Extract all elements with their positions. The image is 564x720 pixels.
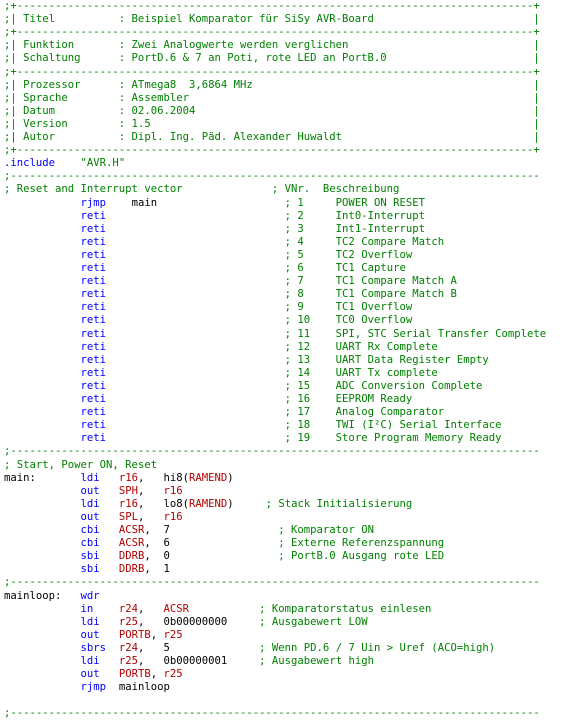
code-keyword: out <box>80 484 100 497</box>
code-keyword: sbi <box>80 563 100 576</box>
code-operand: DDRB <box>118 563 145 576</box>
code-keyword: reti <box>80 288 107 301</box>
code-operand: r25 <box>118 615 138 628</box>
code-text <box>4 380 81 392</box>
code-operand: ACSR <box>118 524 145 536</box>
code-text <box>106 367 285 379</box>
code-text <box>4 524 81 536</box>
code-text <box>4 236 81 248</box>
code-comment: ; Stack Initialisierung <box>265 497 413 510</box>
code-text <box>4 668 81 680</box>
code-comment: ;| Sprache : Assembler | <box>4 91 540 104</box>
code-text <box>100 537 119 549</box>
code-comment: ; 11 SPI, STC Serial Transfer Complete <box>284 327 547 340</box>
code-text <box>106 432 285 444</box>
code-text: ) <box>227 497 266 510</box>
code-keyword: cbi <box>80 537 100 550</box>
code-comment: ; 18 TWI (I²C) Serial Interface <box>284 419 502 432</box>
code-text <box>100 655 119 667</box>
code-keyword: out <box>80 668 100 681</box>
code-text <box>100 485 119 497</box>
code-operand: PORTB <box>118 668 151 681</box>
code-text: , 1 <box>144 563 170 576</box>
code-text: , <box>137 484 164 497</box>
code-text: mainloop <box>106 681 170 694</box>
code-text <box>4 537 81 549</box>
code-comment: ; 15 ADC Conversion Complete <box>284 379 483 392</box>
code-comment: ; Start, Power ON, Reset <box>4 458 158 471</box>
code-text <box>4 262 81 274</box>
code-text: , <box>150 668 164 681</box>
code-comment: ; 16 EEPROM Ready <box>284 393 413 405</box>
code-keyword: reti <box>80 314 107 327</box>
code-text <box>106 249 285 261</box>
code-text <box>4 367 81 379</box>
code-line <box>4 52 540 65</box>
code-comment: ; 19 Store Program Memory Ready <box>284 432 502 445</box>
code-line <box>4 105 540 118</box>
code-keyword: rjmp <box>80 196 107 209</box>
code-comment: ;+---------------------------------------------------------------------------------+ <box>4 65 540 78</box>
code-line <box>4 262 406 275</box>
code-text <box>4 419 81 431</box>
code-text: main <box>106 196 285 209</box>
code-comment: ; Ausgabewert LOW <box>259 615 368 628</box>
code-line <box>4 328 546 341</box>
code-text <box>100 498 119 510</box>
code-line <box>4 537 444 550</box>
code-line <box>4 288 457 301</box>
code-keyword: sbrs <box>80 641 107 654</box>
code-text <box>106 275 285 287</box>
code-comment: ;----------------------------------------------------------------------------------- <box>4 170 540 183</box>
code-comment: ; 13 UART Data Register Empty <box>284 353 489 366</box>
code-line <box>4 314 412 327</box>
code-text: , 6 <box>144 537 279 550</box>
code-text <box>106 301 285 313</box>
code-keyword: reti <box>80 327 107 340</box>
code-keyword: reti <box>80 301 107 314</box>
code-text <box>4 354 81 366</box>
code-text <box>4 603 81 615</box>
code-text: mainloop: <box>4 589 81 602</box>
code-line <box>4 432 502 445</box>
code-comment: ; Ausgabewert high <box>259 655 374 667</box>
code-operand: SPL <box>118 510 138 523</box>
code-text <box>4 629 81 641</box>
code-line <box>4 668 183 681</box>
code-operand: RAMEND <box>189 497 228 510</box>
code-keyword: ldi <box>80 655 100 667</box>
code-comment: ; 1 POWER ON RESET <box>284 196 425 209</box>
code-keyword: wdr <box>80 589 100 602</box>
code-line <box>4 249 412 262</box>
code-line <box>4 393 412 406</box>
code-text <box>100 563 119 575</box>
code-text <box>100 668 119 680</box>
code-line <box>4 419 502 432</box>
code-text <box>100 511 119 523</box>
code-text <box>4 681 81 693</box>
code-text <box>4 328 81 340</box>
code-line <box>4 236 444 249</box>
code-text: , 5 <box>137 641 260 654</box>
code-keyword: reti <box>80 275 107 288</box>
code-text <box>4 432 81 444</box>
code-keyword: reti <box>80 419 107 432</box>
code-text <box>106 328 285 340</box>
code-operand: r24 <box>118 602 138 615</box>
code-text: , lo8( <box>137 497 189 510</box>
code-text <box>106 288 285 300</box>
code-text: main: <box>4 471 81 484</box>
code-text <box>106 314 285 326</box>
code-keyword: reti <box>80 209 107 222</box>
code-line <box>4 341 438 354</box>
code-keyword: .include <box>4 157 56 170</box>
code-comment: ; 3 Int1-Interrupt <box>284 222 425 235</box>
code-operand: r25 <box>163 668 183 681</box>
code-operand: r16 <box>118 471 138 484</box>
code-line <box>4 197 425 210</box>
code-operand: RAMEND <box>189 471 228 484</box>
code-keyword: reti <box>80 406 107 419</box>
code-line <box>4 354 489 367</box>
code-text <box>4 301 81 313</box>
code-line <box>4 511 183 524</box>
code-text <box>4 616 81 628</box>
code-comment: ; 7 TC1 Compare Match A <box>284 275 457 288</box>
code-text <box>4 210 81 222</box>
code-comment: ;+---------------------------------------------------------------------------------+ <box>4 0 540 12</box>
code-line <box>4 157 125 170</box>
code-line <box>4 26 540 39</box>
code-operand: r16 <box>163 510 183 523</box>
code-comment: ;| Prozessor : ATmega8 3,6864 MHz | <box>4 78 540 91</box>
code-keyword: reti <box>80 340 107 353</box>
code-text <box>93 603 119 615</box>
code-text: , 0b00000000 <box>137 615 260 628</box>
code-comment: ;| Datum : 02.06.2004 | <box>4 104 540 117</box>
code-text <box>100 616 119 628</box>
code-comment: ;+---------------------------------------------------------------------------------+ <box>4 144 540 157</box>
code-operand: r24 <box>118 641 138 654</box>
code-comment: ;| Schaltung : PortD.6 & 7 an Poti, rote LED an PortB.0 | <box>4 52 540 65</box>
code-text: , <box>137 602 164 615</box>
code-line <box>4 681 170 694</box>
code-comment: ;----------------------------------------------------------------------------------- <box>4 445 540 458</box>
code-text: , hi8( <box>137 471 189 484</box>
code-line <box>4 524 374 537</box>
code-keyword: cbi <box>80 524 100 536</box>
code-line <box>4 0 540 13</box>
code-comment: ;+---------------------------------------------------------------------------------+ <box>4 26 540 39</box>
code-comment: "AVR.H" <box>80 157 126 170</box>
code-text <box>106 262 285 274</box>
code-text <box>106 210 285 222</box>
code-text <box>106 393 285 405</box>
code-line <box>4 655 374 668</box>
code-line <box>4 707 540 720</box>
code-text <box>106 341 285 353</box>
code-comment: ; 9 TC1 Overflow <box>284 301 413 314</box>
code-line <box>4 79 540 92</box>
code-comment: ; 12 UART Rx Complete <box>284 340 438 353</box>
code-keyword: ldi <box>80 471 100 484</box>
code-text <box>4 485 81 497</box>
code-line <box>4 223 425 236</box>
code-keyword: out <box>80 628 100 641</box>
code-operand: r25 <box>163 628 183 641</box>
code-keyword: reti <box>80 353 107 366</box>
code-keyword: reti <box>80 248 107 261</box>
code-text <box>4 498 81 510</box>
code-text <box>106 223 285 235</box>
code-keyword: sbi <box>80 550 100 563</box>
code-keyword: out <box>80 510 100 523</box>
code-operand: ACSR <box>163 602 189 615</box>
code-operand: PORTB <box>118 628 151 641</box>
code-line <box>4 629 183 642</box>
code-text <box>106 406 285 418</box>
code-line <box>4 642 495 655</box>
code-line <box>4 576 540 589</box>
code-text <box>100 472 119 484</box>
code-text <box>4 393 81 405</box>
code-line <box>4 131 540 144</box>
code-line <box>4 459 157 472</box>
code-comment: ;----------------------------------------------------------------------------------- <box>4 707 540 720</box>
code-text: , <box>137 510 164 523</box>
code-line <box>4 275 457 288</box>
code-keyword: reti <box>80 235 107 248</box>
code-comment: ; PortB.0 Ausgang rote LED <box>278 550 445 563</box>
code-line <box>4 170 540 183</box>
code-comment: ; Wenn PD.6 / 7 Uin > Uref (ACO=high) <box>259 641 496 654</box>
code-text: , <box>150 628 164 641</box>
code-comment: ; 14 UART Tx complete <box>284 366 438 379</box>
code-comment: ; 5 TC2 Overflow <box>284 248 413 261</box>
code-keyword: reti <box>80 262 107 274</box>
code-line <box>4 550 444 563</box>
code-comment: ;| Funktion : Zwei Analogwerte werden verglichen | <box>4 39 540 52</box>
code-text: , 0 <box>144 550 279 563</box>
code-text <box>106 419 285 431</box>
code-comment: ; Komparatorstatus einlesen <box>259 602 432 615</box>
code-comment: ;| Autor : Dipl. Ing. Päd. Alexander Huwaldt | <box>4 131 540 143</box>
code-line <box>4 183 399 196</box>
code-line <box>4 472 234 485</box>
code-operand: r16 <box>163 484 183 497</box>
code-line <box>4 367 438 380</box>
code-comment: ; Reset and Interrupt vector ; VNr. Beschreibung <box>4 183 400 196</box>
code-text <box>189 603 259 615</box>
code-text <box>4 655 81 667</box>
code-text <box>4 550 81 562</box>
code-text <box>4 642 81 654</box>
code-line <box>4 563 170 576</box>
code-line <box>4 406 444 419</box>
code-keyword: reti <box>80 222 107 235</box>
code-comment: ;| Titel : Beispiel Komparator für SiSy AVR-Board | <box>4 13 540 26</box>
code-keyword: reti <box>80 366 107 379</box>
code-line <box>4 301 412 314</box>
code-keyword: reti <box>80 379 107 392</box>
code-comment: ; Externe Referenzspannung <box>278 537 445 550</box>
code-line <box>4 445 540 458</box>
code-line <box>4 39 540 52</box>
code-line <box>4 603 431 616</box>
code-text <box>100 524 119 536</box>
code-keyword: rjmp <box>80 681 107 694</box>
code-text <box>100 550 119 562</box>
code-comment: ; Komparator ON <box>278 524 374 536</box>
code-line <box>4 118 540 131</box>
code-keyword: ldi <box>80 615 100 628</box>
code-operand: DDRB <box>118 550 145 563</box>
code-comment: ; 6 TC1 Capture <box>284 262 406 274</box>
code-operand: SPH <box>118 484 138 497</box>
code-comment: ; 17 Analog Comparator <box>284 406 445 419</box>
code-text: , 7 <box>144 524 279 536</box>
code-line <box>4 144 540 157</box>
code-line <box>4 485 183 498</box>
code-comment: ;----------------------------------------------------------------------------------- <box>4 576 540 589</box>
code-comment: ; 8 TC1 Compare Match B <box>284 288 457 301</box>
code-operand: r25 <box>118 655 138 667</box>
code-text <box>100 629 119 641</box>
code-comment: ; 4 TC2 Compare Match <box>284 235 445 248</box>
code-comment: ; 10 TC0 Overflow <box>284 314 413 327</box>
code-text <box>106 354 285 366</box>
code-text <box>4 563 81 575</box>
code-text: , 0b00000001 <box>137 655 260 667</box>
code-line <box>4 616 368 629</box>
code-text <box>106 380 285 392</box>
code-text <box>4 197 81 209</box>
code-comment: ;| Version : 1.5 | <box>4 117 540 130</box>
code-text <box>4 314 81 326</box>
code-text <box>4 406 81 418</box>
code-line <box>4 498 412 511</box>
code-operand: ACSR <box>118 537 145 550</box>
code-line <box>4 210 425 223</box>
code-keyword: ldi <box>80 497 100 510</box>
code-text <box>4 249 81 261</box>
code-line <box>4 92 540 105</box>
code-line <box>4 13 540 26</box>
code-keyword: reti <box>80 432 107 445</box>
code-text <box>4 223 81 235</box>
code-text <box>106 642 119 654</box>
code-comment: ; 2 Int0-Interrupt <box>284 209 425 222</box>
code-text <box>106 236 285 248</box>
code-operand: r16 <box>118 497 138 510</box>
code-keyword: reti <box>80 393 107 405</box>
code-text <box>4 511 81 523</box>
code-line <box>4 380 482 393</box>
code-line <box>4 590 100 603</box>
code-text: ) <box>227 471 234 484</box>
code-text <box>4 341 81 353</box>
code-line <box>4 66 540 79</box>
code-keyword: in <box>80 602 94 615</box>
code-text <box>4 275 81 287</box>
code-text <box>55 157 81 169</box>
code-text <box>4 288 81 300</box>
